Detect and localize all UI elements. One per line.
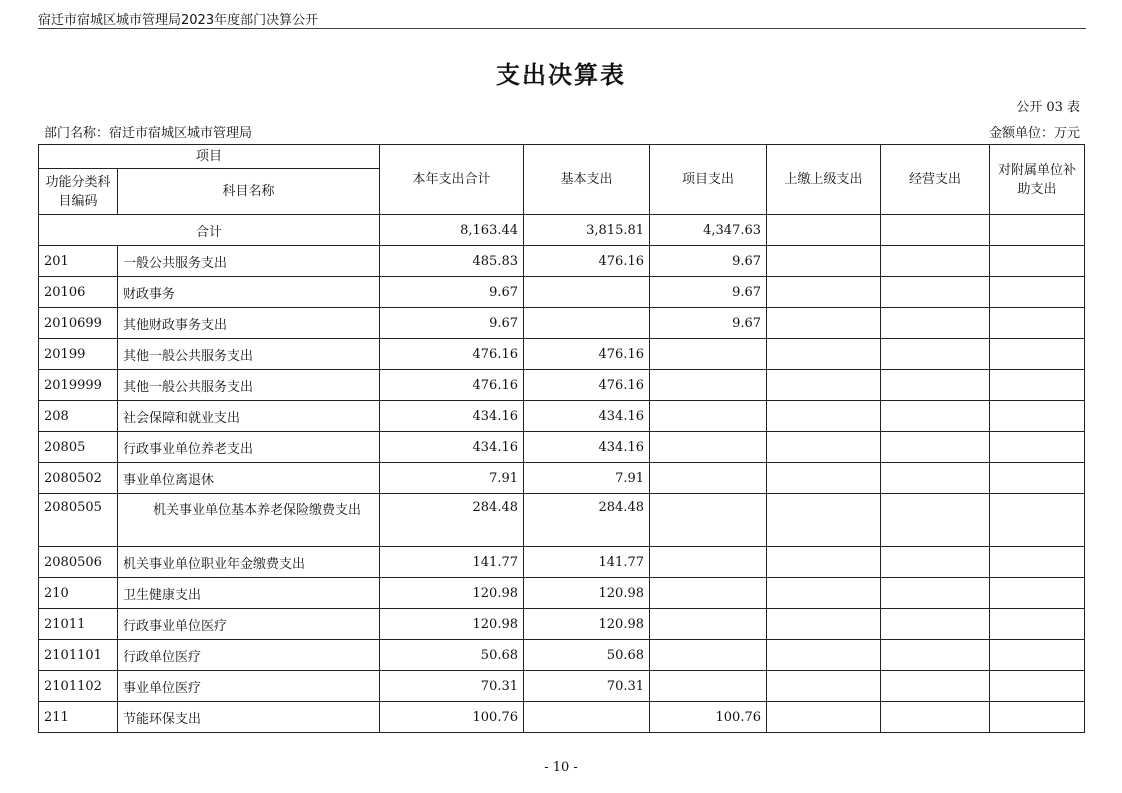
subject-name-cell: 卫生健康支出 xyxy=(118,578,380,609)
operating-cell xyxy=(881,702,990,733)
subject-name-cell: 其他一般公共服务支出 xyxy=(118,370,380,401)
remit-cell xyxy=(767,494,881,547)
header-subsidy: 对附属单位补助支出 xyxy=(990,145,1085,215)
code-cell: 210 xyxy=(39,578,118,609)
total-cell: 100.76 xyxy=(380,702,524,733)
department-name: 部门名称：宿迁市宿城区城市管理局 xyxy=(44,126,253,141)
header-func-code: 功能分类科目编码 xyxy=(39,169,118,215)
subsidy-cell xyxy=(990,547,1085,578)
project-cell xyxy=(650,432,767,463)
basic-cell xyxy=(524,277,650,308)
table-row xyxy=(39,401,1085,432)
subsidy-cell xyxy=(990,370,1085,401)
header-total: 本年支出合计 xyxy=(380,145,524,215)
operating-cell xyxy=(881,432,990,463)
subject-name-cell: 机关事业单位职业年金缴费支出 xyxy=(118,547,380,578)
header-rule xyxy=(38,28,1086,29)
basic-cell: 3,815.81 xyxy=(524,215,650,246)
remit-cell xyxy=(767,277,881,308)
operating-cell xyxy=(881,609,990,640)
project-cell xyxy=(650,578,767,609)
project-cell xyxy=(650,640,767,671)
basic-cell: 476.16 xyxy=(524,370,650,401)
operating-cell xyxy=(881,277,990,308)
basic-cell: 141.77 xyxy=(524,547,650,578)
operating-cell xyxy=(881,578,990,609)
project-cell: 9.67 xyxy=(650,277,767,308)
table-row xyxy=(39,246,1085,277)
header-item: 项目 xyxy=(39,145,380,169)
code-cell: 2019999 xyxy=(39,370,118,401)
total-label: 合计 xyxy=(39,215,380,246)
code-cell: 2010699 xyxy=(39,308,118,339)
operating-cell xyxy=(881,246,990,277)
subject-name-cell: 其他一般公共服务支出 xyxy=(118,339,380,370)
subsidy-cell xyxy=(990,609,1085,640)
operating-cell xyxy=(881,370,990,401)
code-cell: 201 xyxy=(39,246,118,277)
code-cell: 21011 xyxy=(39,609,118,640)
total-cell: 120.98 xyxy=(380,609,524,640)
header-remit: 上缴上级支出 xyxy=(767,145,881,215)
operating-cell xyxy=(881,640,990,671)
table-row xyxy=(39,609,1085,640)
code-cell: 2080506 xyxy=(39,547,118,578)
header-subject-name: 科目名称 xyxy=(118,169,380,215)
remit-cell xyxy=(767,215,881,246)
basic-cell: 7.91 xyxy=(524,463,650,494)
remit-cell xyxy=(767,246,881,277)
total-cell: 9.67 xyxy=(380,308,524,339)
subject-name-cell: 事业单位离退休 xyxy=(118,463,380,494)
basic-cell: 120.98 xyxy=(524,609,650,640)
table-row xyxy=(39,547,1085,578)
subsidy-cell xyxy=(990,494,1085,547)
subsidy-cell xyxy=(990,463,1085,494)
basic-cell: 476.16 xyxy=(524,339,650,370)
subsidy-cell xyxy=(990,401,1085,432)
remit-cell xyxy=(767,463,881,494)
operating-cell xyxy=(881,463,990,494)
subsidy-cell xyxy=(990,339,1085,370)
operating-cell xyxy=(881,671,990,702)
subject-name-cell: 财政事务 xyxy=(118,277,380,308)
code-cell: 20106 xyxy=(39,277,118,308)
subsidy-cell xyxy=(990,671,1085,702)
table-row xyxy=(39,432,1085,463)
page-title: 支出决算表 xyxy=(496,61,626,89)
total-cell: 485.83 xyxy=(380,246,524,277)
basic-cell: 434.16 xyxy=(524,432,650,463)
code-cell: 2101102 xyxy=(39,671,118,702)
code-cell: 2080505 xyxy=(39,494,118,547)
total-row xyxy=(39,215,1085,246)
remit-cell xyxy=(767,547,881,578)
total-cell: 120.98 xyxy=(380,578,524,609)
code-cell: 208 xyxy=(39,401,118,432)
project-cell xyxy=(650,370,767,401)
expenditure-table xyxy=(38,144,1085,733)
subsidy-cell xyxy=(990,432,1085,463)
subject-name-cell: 行政单位医疗 xyxy=(118,640,380,671)
operating-cell xyxy=(881,494,990,547)
total-cell: 434.16 xyxy=(380,401,524,432)
project-cell: 100.76 xyxy=(650,702,767,733)
remit-cell xyxy=(767,401,881,432)
project-cell xyxy=(650,547,767,578)
subsidy-cell xyxy=(990,246,1085,277)
subject-name-cell: 行政事业单位养老支出 xyxy=(118,432,380,463)
project-cell xyxy=(650,609,767,640)
table-row xyxy=(39,640,1085,671)
basic-cell: 120.98 xyxy=(524,578,650,609)
code-cell: 2101101 xyxy=(39,640,118,671)
project-cell: 4,347.63 xyxy=(650,215,767,246)
subsidy-cell xyxy=(990,277,1085,308)
header-project: 项目支出 xyxy=(650,145,767,215)
table-row xyxy=(39,339,1085,370)
total-cell: 476.16 xyxy=(380,339,524,370)
subject-name-cell: 一般公共服务支出 xyxy=(118,246,380,277)
subsidy-cell xyxy=(990,215,1085,246)
operating-cell xyxy=(881,308,990,339)
remit-cell xyxy=(767,370,881,401)
total-cell: 9.67 xyxy=(380,277,524,308)
subject-name-cell: 节能环保支出 xyxy=(118,702,380,733)
project-cell xyxy=(650,339,767,370)
operating-cell xyxy=(881,339,990,370)
subsidy-cell xyxy=(990,640,1085,671)
remit-cell xyxy=(767,671,881,702)
subsidy-cell xyxy=(990,702,1085,733)
basic-cell: 284.48 xyxy=(524,494,650,547)
subject-name-cell: 行政事业单位医疗 xyxy=(118,609,380,640)
total-cell: 7.91 xyxy=(380,463,524,494)
basic-cell: 434.16 xyxy=(524,401,650,432)
code-cell: 2080502 xyxy=(39,463,118,494)
page-number: - 10 - xyxy=(544,760,578,775)
remit-cell xyxy=(767,339,881,370)
total-cell: 141.77 xyxy=(380,547,524,578)
basic-cell xyxy=(524,702,650,733)
table-row xyxy=(39,702,1085,733)
total-cell: 50.68 xyxy=(380,640,524,671)
project-cell xyxy=(650,463,767,494)
table-row xyxy=(39,277,1085,308)
remit-cell xyxy=(767,609,881,640)
basic-cell: 70.31 xyxy=(524,671,650,702)
total-cell: 476.16 xyxy=(380,370,524,401)
total-cell: 284.48 xyxy=(380,494,524,547)
subject-name-cell: 社会保障和就业支出 xyxy=(118,401,380,432)
table-row xyxy=(39,370,1085,401)
subject-name-cell: 其他财政事务支出 xyxy=(118,308,380,339)
total-cell: 8,163.44 xyxy=(380,215,524,246)
remit-cell xyxy=(767,702,881,733)
remit-cell xyxy=(767,432,881,463)
table-row xyxy=(39,308,1085,339)
project-cell: 9.67 xyxy=(650,308,767,339)
header-basic: 基本支出 xyxy=(524,145,650,215)
table-row xyxy=(39,671,1085,702)
operating-cell xyxy=(881,215,990,246)
basic-cell xyxy=(524,308,650,339)
basic-cell: 476.16 xyxy=(524,246,650,277)
project-cell: 9.67 xyxy=(650,246,767,277)
header-operating: 经营支出 xyxy=(881,145,990,215)
operating-cell xyxy=(881,547,990,578)
code-cell: 20199 xyxy=(39,339,118,370)
table-row xyxy=(39,463,1085,494)
remit-cell xyxy=(767,578,881,609)
project-cell xyxy=(650,401,767,432)
table-number: 公开 03 表 xyxy=(1016,100,1080,115)
project-cell xyxy=(650,671,767,702)
remit-cell xyxy=(767,640,881,671)
project-cell xyxy=(650,494,767,547)
code-cell: 211 xyxy=(39,702,118,733)
total-cell: 70.31 xyxy=(380,671,524,702)
table-row xyxy=(39,578,1085,609)
code-cell: 20805 xyxy=(39,432,118,463)
running-header: 宿迁市宿城区城市管理局2023年度部门决算公开 xyxy=(38,13,319,28)
table-row xyxy=(39,494,1085,547)
basic-cell: 50.68 xyxy=(524,640,650,671)
subject-name-cell: 机关事业单位基本养老保险缴费支出 xyxy=(118,494,380,547)
subsidy-cell xyxy=(990,308,1085,339)
amount-unit: 金额单位：万元 xyxy=(988,126,1080,141)
remit-cell xyxy=(767,308,881,339)
operating-cell xyxy=(881,401,990,432)
total-cell: 434.16 xyxy=(380,432,524,463)
subject-name-cell: 事业单位医疗 xyxy=(118,671,380,702)
subsidy-cell xyxy=(990,578,1085,609)
